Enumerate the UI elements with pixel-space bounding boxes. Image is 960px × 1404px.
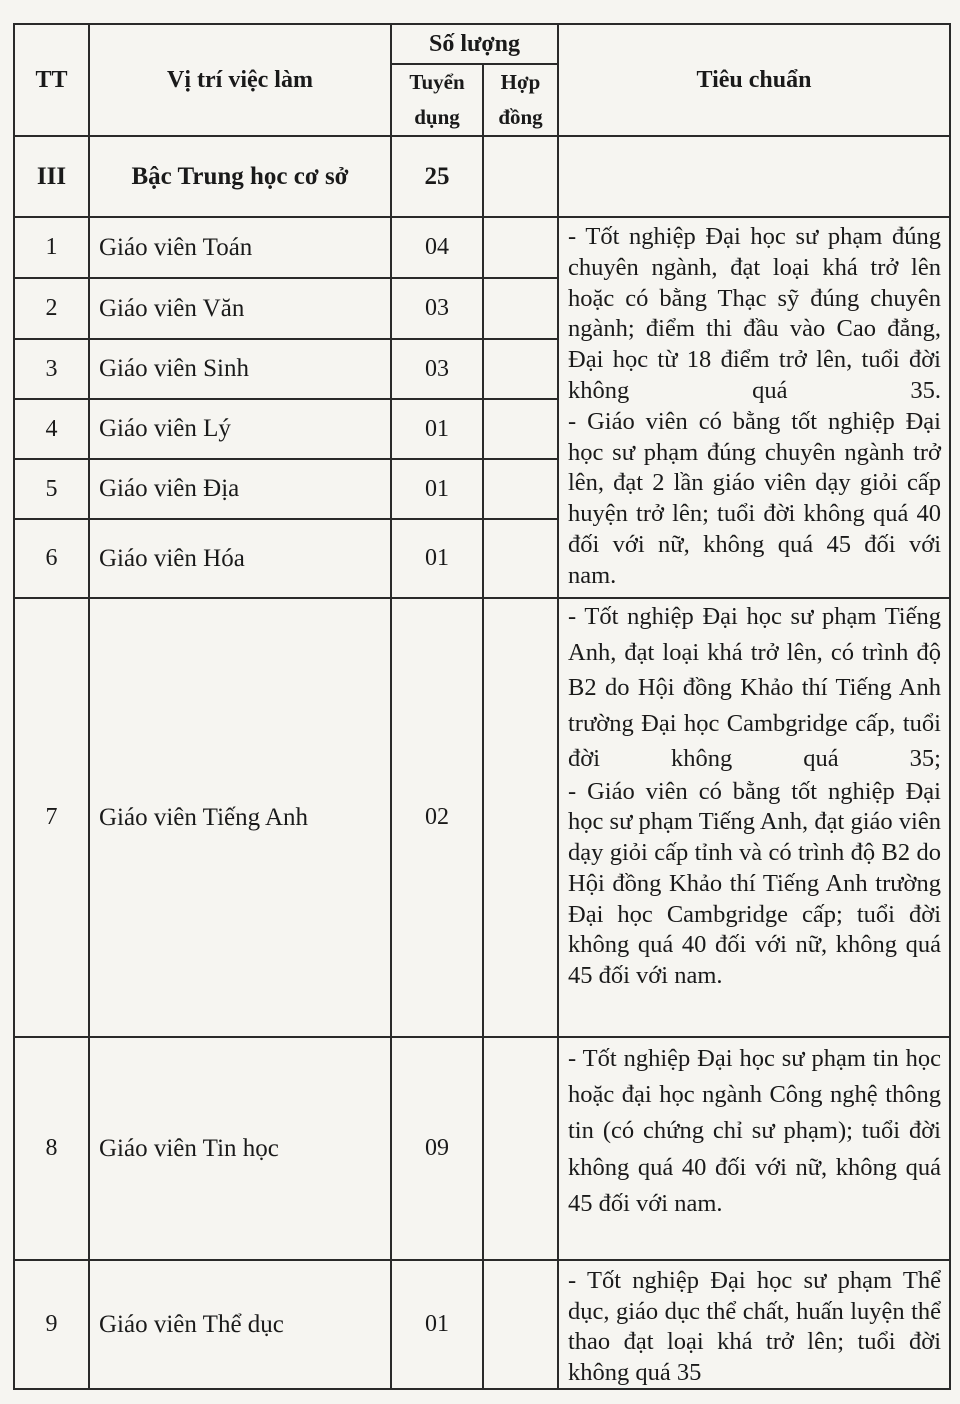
- row-position: Giáo viên Toán: [89, 217, 391, 278]
- table-row: [14, 1260, 950, 1389]
- section-recruit: 25: [391, 136, 483, 217]
- row-recruit: 01: [391, 459, 483, 519]
- row-position: Giáo viên Hóa: [89, 519, 391, 598]
- row-tt: 3: [14, 339, 89, 399]
- criteria-paragraph: - Tốt nghiệp Đại học sư phạm đúng chuyên ngành, đạt loại khá trở lên hoặc có bằng Thạc sỹ đúng chuyên ngành; điểm thi đầu vào Cao đẳng, Đại học từ 18 điểm trở lên, tuổi đời không quá 35.: [568, 223, 941, 404]
- row-recruit: 03: [391, 278, 483, 339]
- row-tt: 9: [14, 1260, 89, 1389]
- header-tt: TT: [14, 24, 89, 136]
- row-recruit: 01: [391, 1260, 483, 1389]
- header-quantity: Số lượng: [391, 24, 558, 64]
- row-tt: 1: [14, 217, 89, 278]
- row-contract: [483, 459, 558, 519]
- row-contract: [483, 339, 558, 399]
- row-position: Giáo viên Lý: [89, 399, 391, 459]
- criteria-paragraph: - Tốt nghiệp Đại học sư phạm Tiếng Anh, đạt loại khá trở lên, có trình độ B2 do Hội đồng Khảo thí Tiếng Anh trường Đại học Cambgridge cấp, tuổi đời không quá 35;: [568, 603, 941, 772]
- row-tt: 8: [14, 1037, 89, 1260]
- section-tt: III: [14, 136, 89, 217]
- row-recruit: 01: [391, 519, 483, 598]
- row-contract: [483, 278, 558, 339]
- section-criteria: [558, 136, 950, 217]
- row-recruit: 04: [391, 217, 483, 278]
- recruitment-table: [13, 23, 951, 1390]
- criteria-english: [558, 598, 950, 1037]
- row-position: Giáo viên Tin học: [89, 1037, 391, 1260]
- row-position: Giáo viên Tiếng Anh: [89, 598, 391, 1037]
- row-tt: 5: [14, 459, 89, 519]
- section-contract: [483, 136, 558, 217]
- criteria-paragraph: - Giáo viên có bằng tốt nghiệp Đại học sư phạm Tiếng Anh, đạt giáo viên dạy giỏi cấp tỉnh và có trình độ B2 do Hội đồng Khảo thí Tiếng Anh trường Đại học Cambgridge cấp; tuổi đời không quá 40 đối với nữ, không quá 45 đối với nam.: [568, 777, 941, 990]
- row-contract: [483, 519, 558, 598]
- criteria-subjects: [558, 217, 950, 598]
- row-position: Giáo viên Văn: [89, 278, 391, 339]
- row-contract: [483, 1260, 558, 1389]
- criteria-pe: [558, 1260, 950, 1389]
- header-criteria: Tiêu chuẩn: [558, 24, 950, 136]
- header-position: Vị trí việc làm: [89, 24, 391, 136]
- table-row: [14, 217, 950, 278]
- criteria-paragraph: - Tốt nghiệp Đại học sư phạm Thể dục, giáo dục thể chất, huấn luyện thể thao đạt loại khá trở lên; tuổi đời không quá 35: [568, 1267, 941, 1386]
- row-tt: 6: [14, 519, 89, 598]
- section-name: Bậc Trung học cơ sở: [89, 136, 391, 217]
- row-contract: [483, 399, 558, 459]
- row-tt: 4: [14, 399, 89, 459]
- row-recruit: 09: [391, 1037, 483, 1260]
- table-row: [14, 598, 950, 1037]
- row-recruit: 03: [391, 339, 483, 399]
- row-contract: [483, 598, 558, 1037]
- header-recruit: Tuyển dụng: [391, 64, 483, 136]
- row-position: Giáo viên Thể dục: [89, 1260, 391, 1389]
- row-recruit: 01: [391, 399, 483, 459]
- criteria-paragraph: - Tốt nghiệp Đại học sư phạm tin học hoặc đại học ngành Công nghệ thông tin (có chứng chỉ sư phạm); tuổi đời không quá 40 đối với nữ, không quá 45 đối với nam.: [568, 1045, 941, 1217]
- row-tt: 7: [14, 598, 89, 1037]
- row-tt: 2: [14, 278, 89, 339]
- section-row: [14, 136, 950, 217]
- row-contract: [483, 217, 558, 278]
- row-position: Giáo viên Sinh: [89, 339, 391, 399]
- criteria-informatics: [558, 1037, 950, 1260]
- header-contract: Hợp đồng: [483, 64, 558, 136]
- row-contract: [483, 1037, 558, 1260]
- criteria-paragraph: - Giáo viên có bằng tốt nghiệp Đại học sư phạm đúng chuyên ngành trở lên, đạt 2 lần giáo viên dạy giỏi cấp huyện trở lên; tuổi đời không quá 40 đối với nữ, không quá 45 đối với nam.: [568, 407, 941, 589]
- table-row: [14, 1037, 950, 1260]
- row-recruit: 02: [391, 598, 483, 1037]
- row-position: Giáo viên Địa: [89, 459, 391, 519]
